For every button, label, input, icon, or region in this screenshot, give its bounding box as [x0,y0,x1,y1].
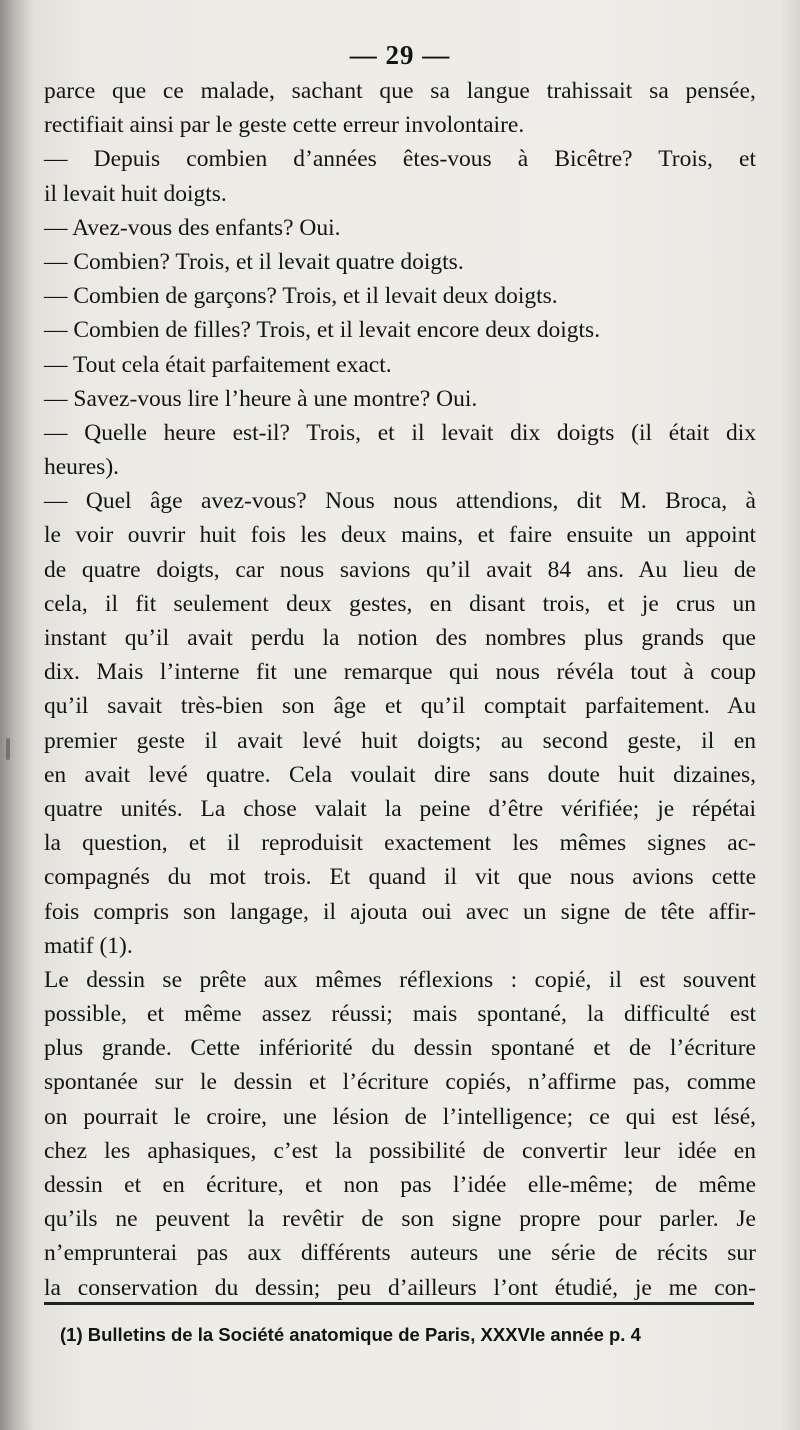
text-line: — Avez-vous des enfants? Oui. [44,214,341,241]
scan-mark [6,738,10,760]
text-line: quatre unités. La chose valait la peine d’être vérifiée; je répétai [44,795,756,822]
text-line: plus grande. Cette infériorité du dessin spontané et de l’écriture [44,1035,756,1062]
text-line: — Quelle heure est-il? Trois, et il levait dix doigts (il était dix [44,419,756,446]
text-line: — Tout cela était parfaitement exact. [44,351,392,378]
text-line: dessin et en écriture, et non pas l’idée elle-même; de même [44,1172,756,1198]
page-number: — 29 — [349,40,451,70]
text-line: il levait huit doigts. [44,180,227,207]
text-line: — Depuis combien d’années êtes-vous à Bicêtre? Trois, et [44,146,756,173]
text-line: parce que ce malade, sachant que sa langue trahissait sa pensée, [44,78,756,104]
text-line: — Combien? Trois, et il levait quatre doigts. [44,248,464,275]
text-line: — Combien de garçons? Trois, et il levait deux doigts. [44,283,558,310]
text-line: en avait levé quatre. Cela voulait dire sans doute huit dizaines, [44,761,756,788]
text-line: rectifiait ainsi par le geste cette erreur involontaire. [44,112,525,139]
text-line: — Savez-vous lire l’heure à une montre? Oui. [44,385,478,412]
text-line: spontanée sur le dessin et l’écriture copiés, n’affirme pas, comme [44,1069,756,1096]
text-line: n’emprunterai pas aux différents auteurs une série de récits sur [44,1240,756,1267]
text-line: instant qu’il avait perdu la notion des nombres plus grands que [44,625,756,651]
text-line: — Quel âge avez-vous? Nous nous attendions, dit M. Broca, à [44,488,756,515]
text-line: fois compris son langage, il ajouta oui avec un signe de tête affir- [44,898,756,925]
text-line: heures). [44,454,120,481]
text-line: de quatre doigts, car nous savions qu’il avait 84 ans. Au lieu de [44,556,756,583]
footnote: (1) Bulletins de la Société anatomique de Paris, XXXVIe année p. 4 [60,1324,641,1345]
text-line: possible, et même assez réussi; mais spontané, la difficulté est [44,1001,756,1028]
text-line: le voir ouvrir huit fois les deux mains, et faire ensuite un appoint [44,522,756,549]
text-line: la conservation du dessin; peu d’ailleurs l’ont étudié, je me con- [44,1274,756,1301]
text-line: on pourrait le croire, une lésion de l’intelligence; ce qui est lésé, [44,1103,756,1130]
text-line: qu’ils ne peuvent la revêtir de son signe propre pour parler. Je [44,1206,756,1233]
text-line: la question, et il reproduisit exactement les mêmes signes ac- [44,830,756,857]
text-line: cela, il fit seulement deux gestes, en disant trois, et je crus un [44,590,756,617]
text-line: dix. Mais l’interne fit une remarque qui nous révéla tout à coup [44,659,756,686]
text-line: Le dessin se prête aux mêmes réflexions : copié, il est souvent [44,966,756,993]
body-text [44,74,756,1305]
footnote-rule [44,1302,754,1305]
text-line: premier geste il avait levé huit doigts; au second geste, il en [44,727,756,754]
text-line: chez les aphasiques, c’est la possibilité de convertir leur idée en [44,1137,756,1164]
text-line: compagnés du mot trois. Et quand il vit que nous avions cette [44,864,756,891]
text-line: — Combien de filles? Trois, et il levait encore deux doigts. [44,317,601,344]
text-line: matif (1). [44,932,133,959]
text-line: qu’il savait très-bien son âge et qu’il comptait parfaitement. Au [44,693,756,720]
